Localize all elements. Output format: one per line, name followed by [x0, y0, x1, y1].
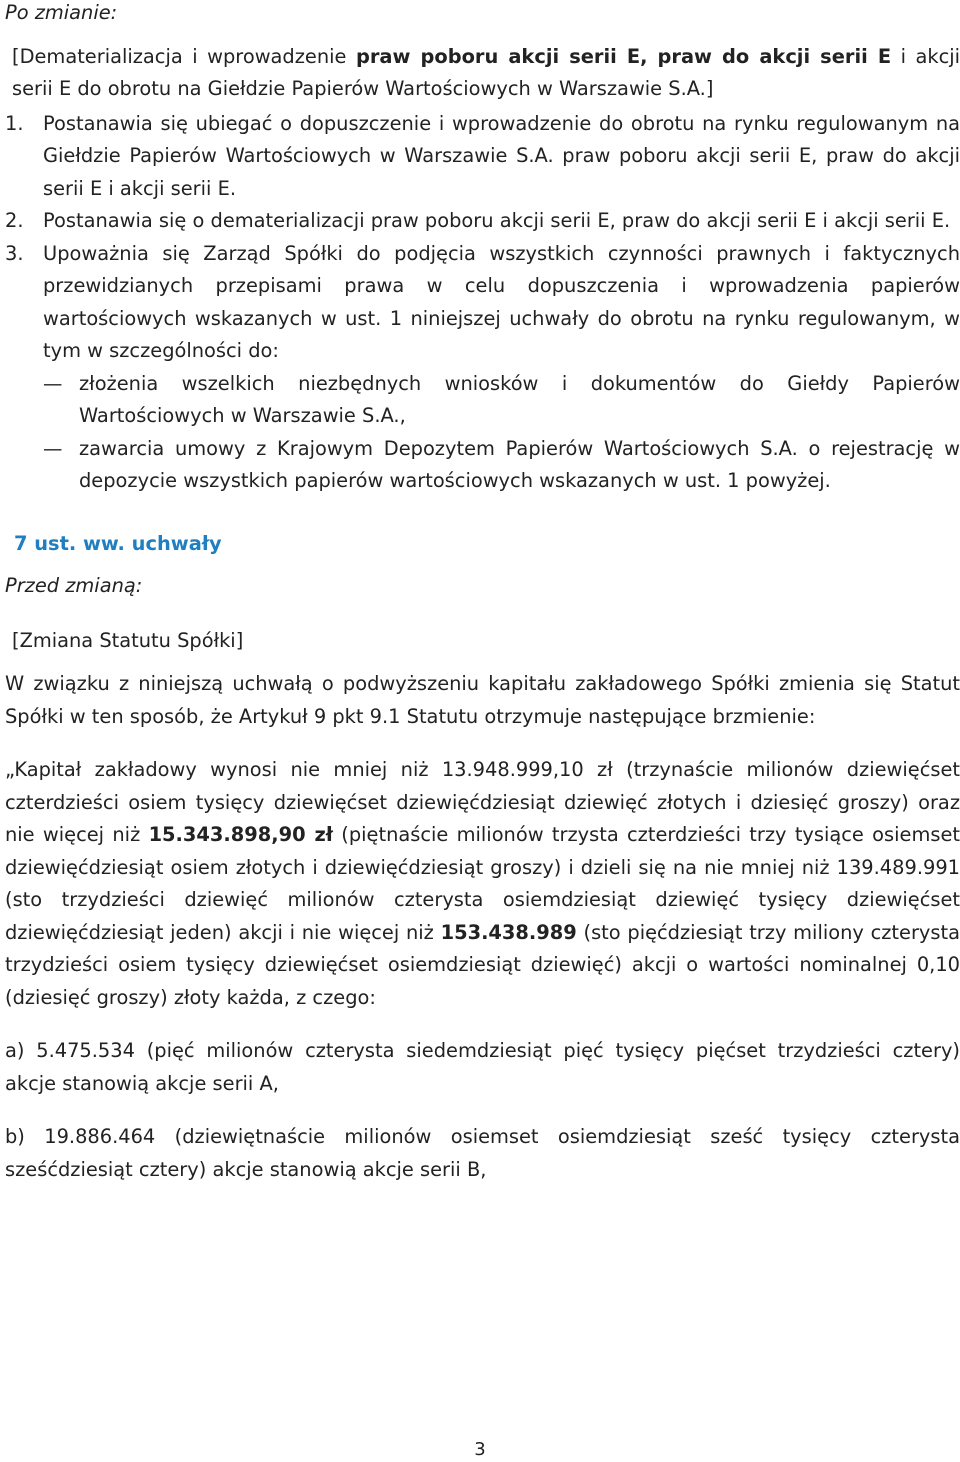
quote-paragraph: „Kapitał zakładowy wynosi nie mniej niż 13.948.999,10 zł (trzynaście milionów dziewięćset czterdzieści osiem tysięcy dziewięćset dziewięćdziesiąt dziewięć złotych i dziesięć groszy) oraz nie więcej niż 15.343.898,90 zł (piętnaście milionów trzysta czterdzieści trzy tysiące osiemset dziewięćdziesiąt osiem złotych i dziewięćdziesiąt groszy) i dzieli się na nie mniej niż 139.489.991 (sto trzydzieści dziewięć milionów czterysta osiemdziesiąt dziewięć tysięcy dziewięćset dziewięćdziesiąt jeden) akcji i nie więcej niż 153.438.989 (sto pięćdziesiąt trzy miliony czterysta trzydzieści osiem tysięcy dziewięćset osiemdziesiąt dziewięć) akcji o wartości nominalnej 0,10 (dziesięć groszy) złoty każda, z czego: — [5, 758, 960, 1009]
after-change-label: Po zmianie: — [5, 1, 118, 24]
page-number: 3 — [474, 1439, 486, 1460]
list-item: 1. Postanawia się ubiegać o dopuszczenie i wprowadzenie do obrotu na rynku regulowanym na Giełdzie Papierów Wartościowych w Warszawie S.A. praw poboru akcji serii E, praw do akcji serii E i akcji serii E. — [5, 111, 960, 200]
statute-title: [Zmiana Statutu Spółki] — [12, 628, 244, 652]
section-heading: 7 ust. ww. uchwały — [14, 531, 222, 555]
resolution-title: [Dematerializacja i wprowadzenie praw poboru akcji serii E, praw do akcji serii E i akcji serii E do obrotu na Giełdzie Papierów Wartościowych w Warszawie S.A.] — [12, 44, 960, 100]
dash-list — [5, 368, 960, 498]
section-before-change — [5, 528, 960, 1187]
list-item: — złożenia wszelkich niezbędnych wniosków i dokumentów do Giełdy Papierów Wartościowych w Warszawie S.A., — [43, 371, 960, 427]
intro-paragraph: W związku z niniejszą uchwałą o podwyższeniu kapitału zakładowego Spółki zmienia się Statut Spółki w ten sposób, że Artykuł 9 pkt 9.1 Statutu otrzymuje następujące brzmienie: — [5, 672, 960, 728]
list-item: 2. Postanawia się o dematerializacji praw poboru akcji serii E, praw do akcji serii E i akcji serii E. — [5, 209, 951, 232]
series-b-item: b) 19.886.464 (dziewiętnaście milionów osiemset osiemdziesiąt sześć tysięcy czterysta sześćdziesiąt cztery) akcje stanowią akcje serii B, — [5, 1125, 960, 1181]
section-after-change — [5, 0, 960, 498]
document-page — [5, 0, 960, 1462]
series-a-item: a) 5.475.534 (pięć milionów czterysta siedemdziesiąt pięć tysięcy pięćset trzydzieści cztery) akcje stanowią akcje serii A, — [5, 1039, 960, 1095]
list-item: — zawarcia umowy z Krajowym Depozytem Papierów Wartościowych S.A. o rejestrację w depozycie wszystkich papierów wartościowych wskazanych w ust. 1 powyżej. — [43, 436, 960, 492]
numbered-list — [5, 108, 960, 368]
before-change-label: Przed zmianą: — [5, 574, 143, 597]
list-item: 3. Upoważnia się Zarząd Spółki do podjęcia wszystkich czynności prawnych i faktycznych przewidzianych przepisami prawa w celu dopuszczenia i wprowadzenia papierów wartościowych wskazanych w ust. 1 niniejszej uchwały do obrotu na rynku regulowanym, w tym w szczególności do: — [5, 241, 960, 362]
